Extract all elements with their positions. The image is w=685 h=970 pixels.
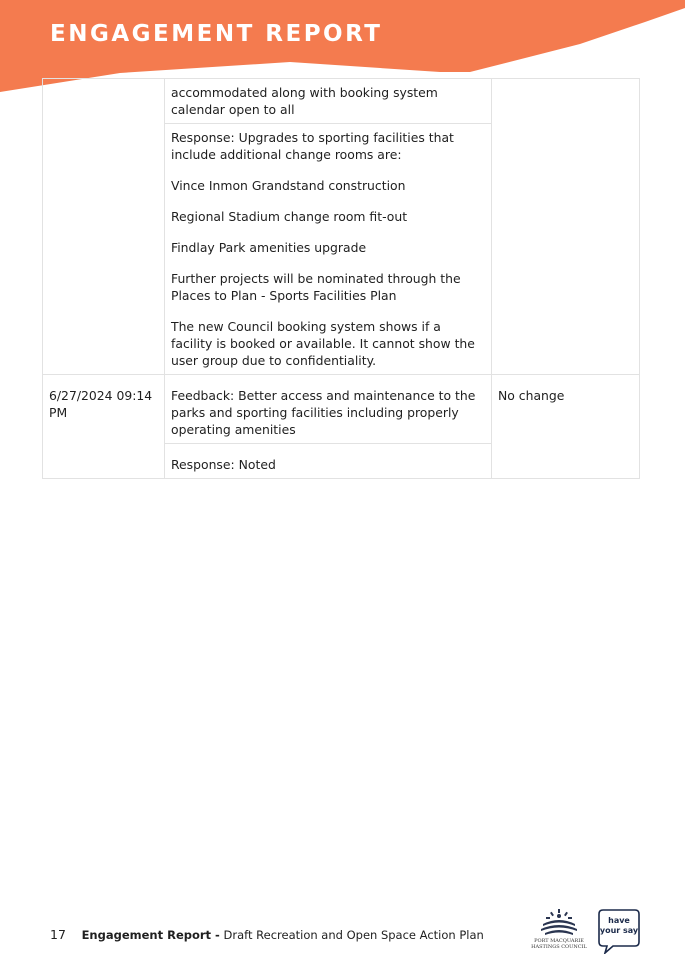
council-name: PORT MACQUARIE HASTINGS COUNCIL [531, 938, 587, 950]
outcome-cell [492, 79, 640, 375]
feedback-block [165, 375, 491, 443]
response-text: The new Council booking system shows if a facility is booked or available. It cannot show the user group due to confidentiality. [171, 319, 475, 368]
feedback-text: Feedback: Better access and maintenance to the parks and sporting facilities including properly operating amenities [171, 388, 476, 437]
have-your-say-logo [597, 908, 641, 954]
feedback-block [165, 79, 491, 123]
feedback-text: accommodated along with booking system calendar open to all [171, 85, 438, 117]
feedback-cell [165, 79, 492, 375]
outcome-text: No change [498, 388, 565, 403]
response-block [165, 123, 491, 374]
response-text: Response: Noted [171, 457, 276, 472]
response-text: Further projects will be nominated through the Places to Plan - Sports Facilities Plan [171, 271, 461, 303]
outcome-cell [492, 375, 640, 479]
feedback-table [42, 78, 640, 479]
date-cell: 6/27/2024 09:14 PM [43, 375, 165, 479]
response-text: Vince Inmon Grandstand construction [171, 178, 406, 193]
page-title: ENGAGEMENT REPORT [50, 21, 383, 47]
response-text: Regional Stadium change room fit-out [171, 209, 408, 224]
date-cell [43, 79, 165, 375]
response-text: Findlay Park amenities upgrade [171, 240, 367, 255]
feedback-cell [165, 375, 492, 479]
council-logo [529, 908, 589, 956]
council-emblem-icon [529, 908, 589, 938]
page-number: 17 [50, 927, 66, 942]
response-block [165, 443, 491, 478]
response-text: Response: Upgrades to sporting facilities that include additional change rooms are: [171, 130, 454, 162]
table-row [43, 375, 640, 479]
footer-plan-name: Draft Recreation and Open Space Action Plan [223, 928, 484, 942]
have-your-say-text: have your say [599, 916, 639, 935]
footer-report-label: Engagement Report - [81, 928, 220, 942]
footer [50, 927, 484, 942]
table-row [43, 79, 640, 375]
